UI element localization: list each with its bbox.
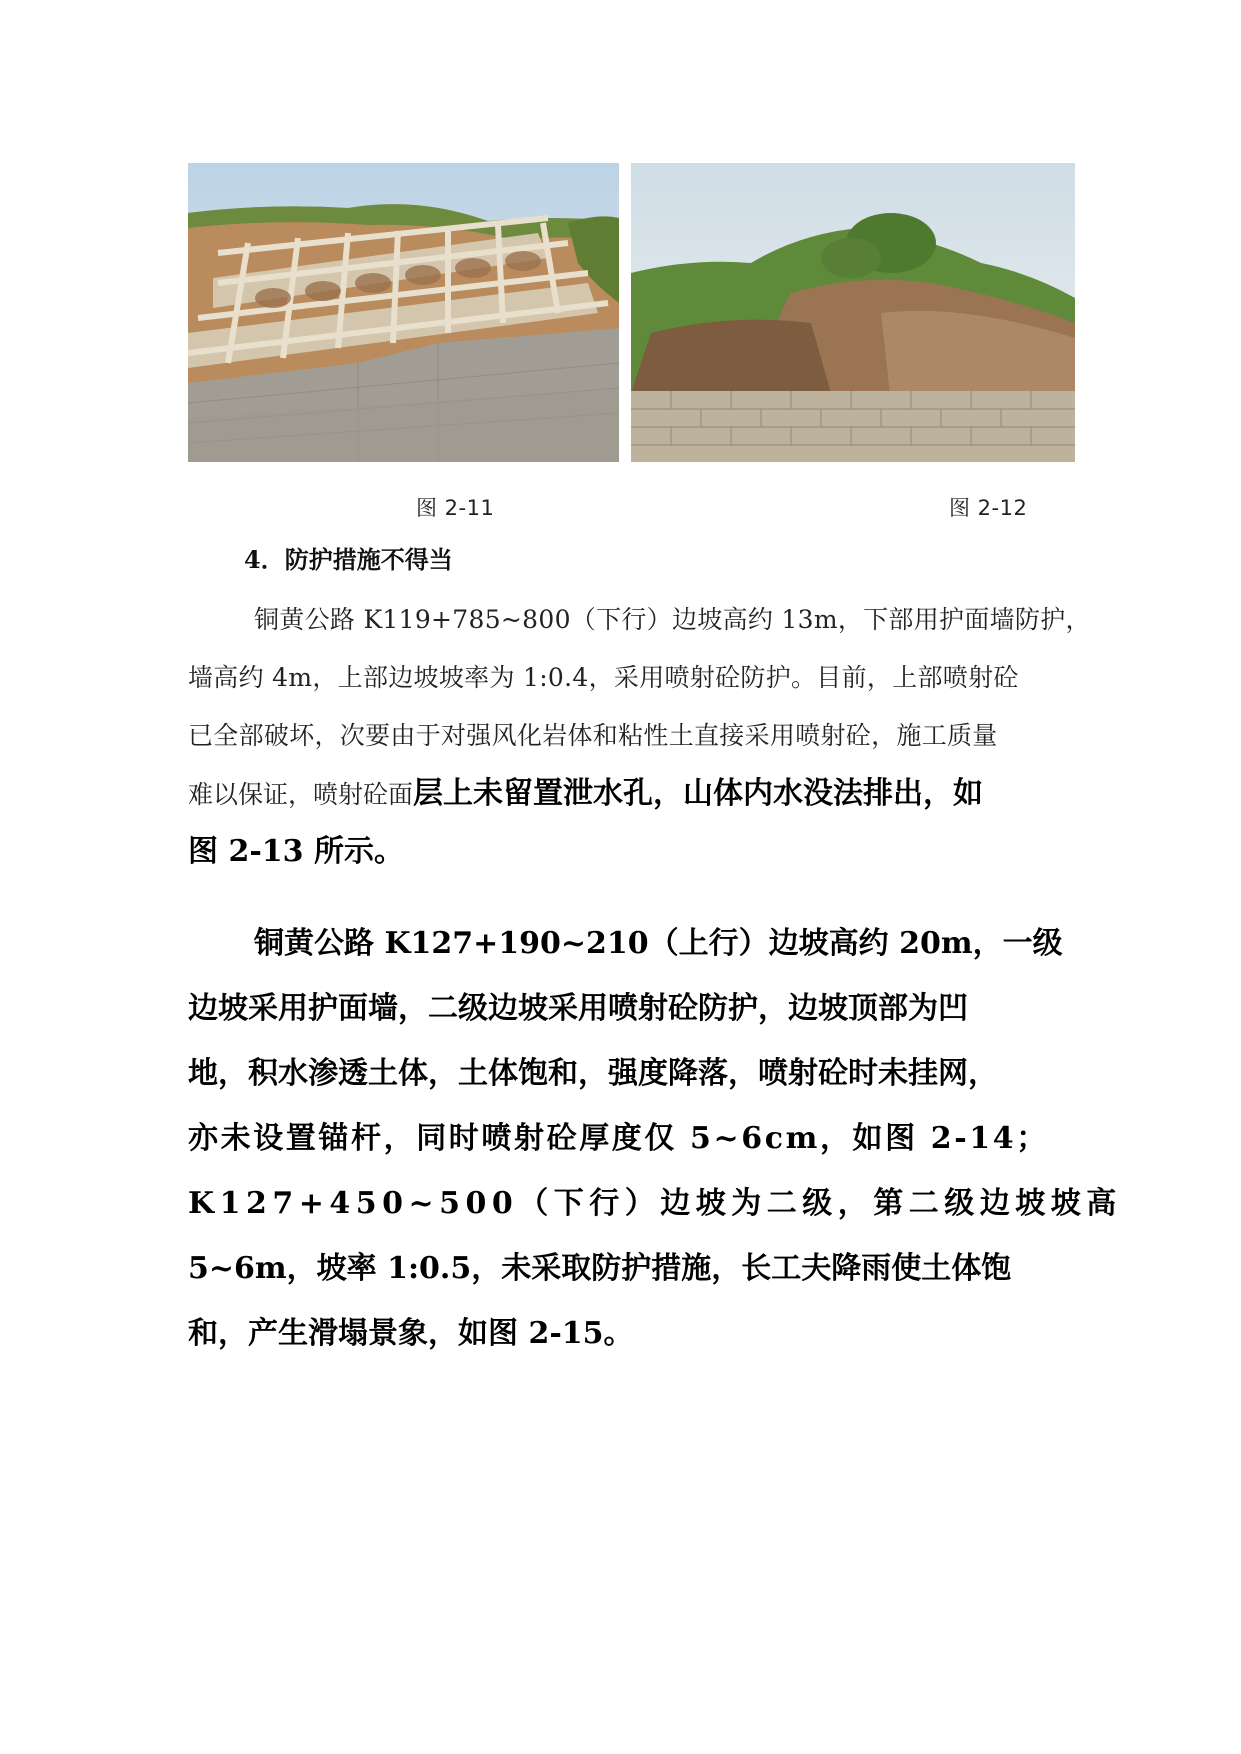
paragraph-2-line: 亦未设置锚杆，同时喷射砼厚度仅 5~6cm，如图 2-14； — [188, 1121, 1049, 1156]
paragraph-2-line: K127+450~500（下行）边坡为二级，第二级边坡坡高 — [188, 1186, 1122, 1221]
figure-2-12-caption: 图 2-12 — [949, 496, 1028, 520]
paragraph-1-line: 已全部破坏，次要由于对强风化岩体和粘性土直接采用喷射砼，施工质量 — [188, 721, 998, 750]
paragraph-1-line: 墙高约 4m，上部边坡坡率为 1:0.4，采用喷射砼防护。目前，上部喷射砼 — [188, 663, 1019, 692]
section-heading: 4．防护措施不得当 — [244, 545, 453, 574]
paragraph-1 — [188, 598, 1091, 888]
paragraph-2-line: 铜黄公路 K127+190~210（上行）边坡高约 20m，一级 — [254, 926, 1063, 961]
figure-2-11-photo — [188, 163, 619, 462]
paragraph-2-line: 地，积水渗透土体，土体饱和，强度降落，喷射砼时未挂网， — [188, 1056, 998, 1091]
figure-2-11-caption: 图 2-11 — [416, 496, 495, 520]
paragraph-1-line-bold: 层上未留置泄水孔，山体内水没法排出，如 — [413, 776, 984, 811]
paragraph-1-line — [188, 830, 1054, 888]
paragraph-1-line-normal: 难以保证，喷射砼面 — [188, 780, 414, 809]
paragraph-1-line-bold: 图 2-13 所示。 — [188, 834, 404, 869]
figure-2-12-photo — [631, 163, 1075, 462]
paragraph-1-line: 铜黄公路 K119+785~800（下行）边坡高约 13m，下部用护面墙防护， — [254, 605, 1091, 634]
paragraph-2-line: 5~6m，坡率 1:0.5，未采取防护措施，长工夫降雨使土体饱 — [188, 1251, 1012, 1286]
paragraph-1-line — [188, 772, 1054, 830]
paragraph-2 — [188, 920, 1122, 1375]
paragraph-2-line: 和，产生滑塌景象，如图 2-15。 — [188, 1316, 634, 1351]
paragraph-2-line: 边坡采用护面墙，二级边坡采用喷射砼防护，边坡顶部为凹 — [188, 991, 968, 1026]
